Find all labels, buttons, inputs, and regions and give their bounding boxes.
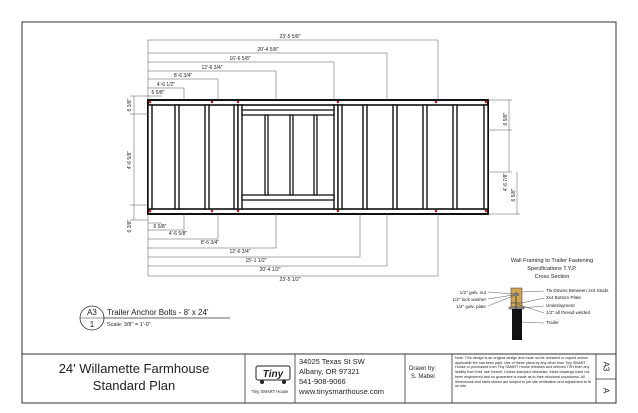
- drawn-by-label: Drawn by:: [409, 366, 437, 372]
- dim-bottom-label: 20'-4 1/2": [259, 267, 281, 273]
- dim-top-label: 16'-6 5/8": [229, 56, 251, 62]
- wall-framing-elevation: [148, 100, 488, 214]
- detail-right-label: 1/2" all thread welded: [546, 310, 591, 315]
- drawn-by-name: S. Mabel: [411, 374, 435, 380]
- top-dimensions: [148, 40, 438, 100]
- revision-letter: A: [601, 387, 611, 394]
- disclaimer-note: Note: This design is an original design and must not be released or copied unless applicable fee has been paid. Use of these plans by any other than Tiny SMART House or purchased from Tiny SMART House releases and relieves TSH from any liability from their use thereof. Unless stamped otherwise, these drawings have not been engineered and no guarantee is made as to their structural soundness. All dimensions and sizes shown are subject to job site verification and adjustment to fit on site.: [455, 356, 591, 389]
- detail-left-label: 1/2" galv. plate: [456, 304, 486, 309]
- dim-bottom-label: 4'-6 5/8": [168, 231, 188, 237]
- dim-bottom-label: 23'-5 1/2": [279, 277, 301, 283]
- detail-title-line: Wall Framing to Trailer Fastening: [510, 258, 594, 264]
- studs: [148, 105, 488, 209]
- view-number: 1: [89, 320, 95, 329]
- detail-right-labels: [546, 288, 609, 325]
- detail-right-label: Underlayment: [546, 303, 575, 308]
- detail-left-labels: [452, 290, 486, 309]
- detail-left-label: 1/2" lock washer: [452, 297, 486, 302]
- project-subtitle: Standard Plan: [92, 378, 176, 393]
- address-line-1: 34025 Texas St SW: [299, 357, 365, 366]
- dim-left-label: 6 3/8": [127, 98, 133, 112]
- detail-title-line: Specifications T.Y.P.: [527, 266, 577, 272]
- dim-bottom-label: 15'-1 1/2": [245, 258, 267, 264]
- dim-top-label: 12'-6 3/4": [201, 65, 223, 71]
- bottom-dim-labels: [154, 224, 301, 283]
- detail-right-label: 2x4 Bottom Plate: [546, 295, 581, 300]
- dim-right-label: 4'-6 7/8": [503, 172, 509, 192]
- address-line-2: Albany, OR 97321: [299, 367, 360, 376]
- top-dim-labels: [152, 34, 301, 96]
- dim-bottom-label: 8'-6 3/4": [200, 240, 220, 246]
- project-title: 24' Willamette Farmhouse: [58, 361, 210, 376]
- fastening-detail-section: [509, 288, 524, 340]
- dim-top-label: 20'-4 5/8": [257, 47, 279, 53]
- phone-number: 541-908-9066: [299, 377, 346, 386]
- dim-top-label: 4'-6 1/2": [156, 82, 176, 88]
- dim-bottom-label: 6 5/8": [153, 224, 167, 230]
- dim-bottom-label: 12'-6 3/4": [229, 249, 251, 255]
- view-title: Trailer Anchor Bolts - 8' x 24': [107, 308, 209, 317]
- dim-top-label: 8'-6 3/4": [173, 73, 193, 79]
- dim-top-label: 23'-5 5/8": [279, 34, 301, 40]
- fastening-detail-title: [511, 258, 593, 280]
- view-label: [80, 306, 230, 330]
- tiny-smart-house-logo: [252, 366, 290, 394]
- view-scale: Scale: 3/8" = 1'-0": [107, 322, 151, 328]
- detail-left-label: 1/2" galv. nut: [459, 290, 486, 295]
- left-dim-labels: [127, 98, 133, 232]
- website-link[interactable]: www.tinysmarthouse.com: [299, 387, 385, 396]
- bottom-dimensions: [148, 214, 438, 276]
- right-dim-labels: [503, 112, 517, 201]
- view-id: A3: [87, 308, 97, 317]
- svg-text:Tiny: Tiny: [262, 369, 284, 380]
- detail-right-label: Trailer: [546, 320, 559, 325]
- dim-right-label: 6 5/8": [511, 188, 517, 202]
- dim-right-label: 6 5/8": [503, 112, 509, 126]
- svg-text:Tiny SMART House: Tiny SMART House: [251, 389, 289, 394]
- dim-top-label: 6 5/8": [151, 90, 165, 96]
- detail-title-line: Cross Section: [534, 274, 570, 280]
- window-opening: [242, 110, 334, 200]
- detail-right-label: Tie Downs Between 2x4 Studs: [546, 288, 609, 293]
- sheet-number: A3: [601, 361, 611, 372]
- dim-left-label: 4'-6 5/8": [127, 150, 133, 170]
- dim-left-label: 6 3/8": [127, 219, 133, 233]
